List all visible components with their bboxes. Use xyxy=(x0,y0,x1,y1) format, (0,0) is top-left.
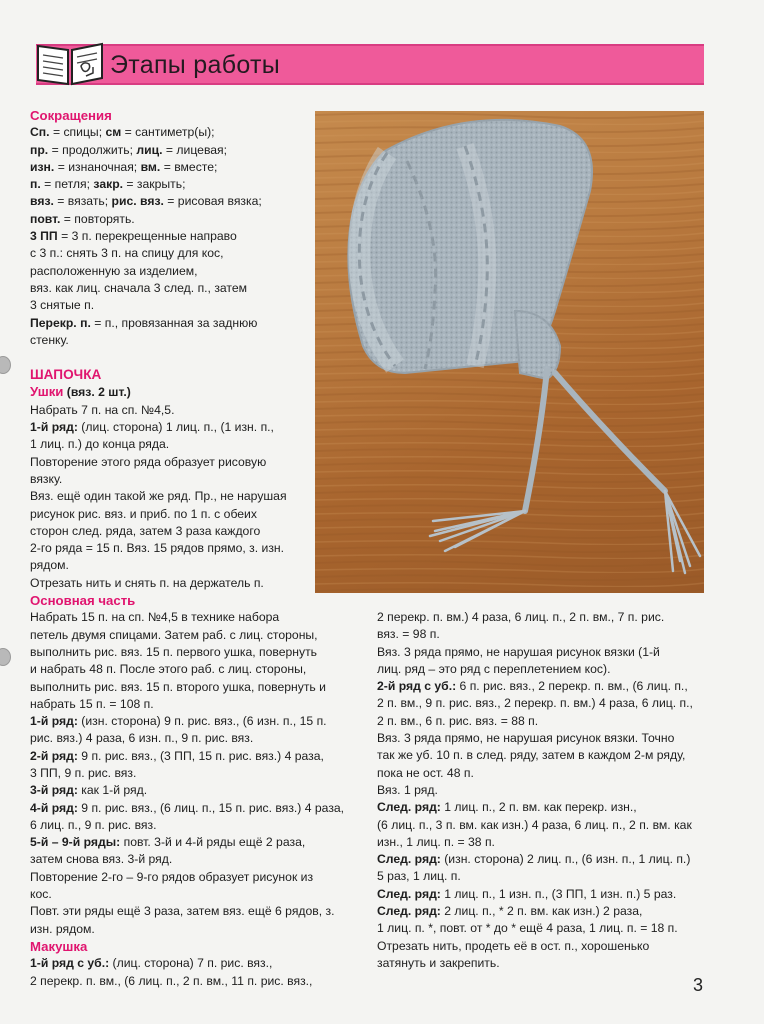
text-line xyxy=(30,506,330,523)
text-line xyxy=(30,903,360,920)
bold-term: След. ряд: xyxy=(377,852,441,867)
text-segment: 3 ПП, 9 п. рис. вяз. xyxy=(30,765,137,780)
bold-term: 4-й ряд: xyxy=(30,800,78,815)
text-segment: 2 перекр. п. вм.) 4 раза, 6 лиц. п., 2 п. вм., 7 п. рис. xyxy=(377,610,665,624)
text-line xyxy=(30,488,330,505)
binder-hole xyxy=(0,648,11,666)
ears-heading-line xyxy=(30,383,330,401)
page-title: Этапы работы xyxy=(110,51,280,79)
text-segment: изн., 1 лиц. п. = 38 п. xyxy=(377,834,495,849)
text-line xyxy=(30,661,360,678)
text-line xyxy=(30,193,330,210)
text-segment: 2 перекр. п. вм., (6 лиц. п., 2 п. вм., 11 п. рис. вяз., xyxy=(30,973,313,988)
text-line xyxy=(30,973,360,990)
text-line xyxy=(30,124,330,141)
text-line xyxy=(30,142,330,159)
text-segment: 2 п. вм., 6 п. рис. вяз. = 88 п. xyxy=(377,713,539,728)
bold-term: 3-й ряд: xyxy=(30,783,78,798)
text-segment: = лицевая; xyxy=(162,142,228,157)
subheading: Макушка xyxy=(30,938,88,954)
text-line xyxy=(30,627,360,644)
text-line xyxy=(30,886,360,903)
text-line xyxy=(30,696,360,713)
text-segment: 5 раз, 1 лиц. п. xyxy=(377,869,461,884)
text-line xyxy=(30,921,360,938)
text-line xyxy=(30,644,360,661)
text-segment: = вместе; xyxy=(160,159,218,174)
text-line xyxy=(377,747,707,764)
subheading-note: (вяз. 2 шт.) xyxy=(63,385,131,400)
bold-term: Перекр. п. xyxy=(30,315,91,330)
text-segment: 1 лиц. п., 1 изн. п., (3 ПП, 1 изн. п.) 5 раз. xyxy=(440,886,677,901)
text-segment: = продолжить; xyxy=(48,142,137,157)
text-line xyxy=(30,955,360,972)
text-line xyxy=(30,679,360,696)
text-line xyxy=(30,834,360,851)
text-segment: рис. вяз.) 4 раза, 6 изн. п., 9 п. рис. вяз. xyxy=(30,731,254,746)
bold-term: 3 ПП xyxy=(30,229,58,244)
text-line xyxy=(30,315,330,332)
text-segment: = закрыть; xyxy=(123,177,186,192)
text-segment: 1 лиц. п.) до конца ряда. xyxy=(30,437,170,452)
text-segment: рядом. xyxy=(30,558,69,573)
text-segment: вяз. как лиц. сначала 3 след. п., затем xyxy=(30,280,248,295)
text-segment: Вяз. 1 ряд. xyxy=(377,782,438,797)
text-segment: повт. 3-й и 4-й ряды ещё 2 раза, xyxy=(120,835,306,850)
text-line xyxy=(30,419,330,436)
text-line xyxy=(377,799,707,816)
text-line xyxy=(30,280,330,297)
text-segment: = сантиметр(ы); xyxy=(121,125,215,140)
bold-term: изн. xyxy=(30,159,55,174)
text-line xyxy=(30,402,330,419)
text-segment: Вяз. ещё один такой же ряд. Пр., не нарушая xyxy=(30,489,287,504)
text-segment: (лиц. сторона) 7 п. рис. вяз., xyxy=(109,956,273,971)
text-segment: 2-го ряда = 15 п. Вяз. 15 рядов прямо, з. изн. xyxy=(30,541,285,556)
text-line xyxy=(377,868,707,885)
text-line xyxy=(30,297,330,314)
text-segment: набрать 15 п. = 108 п. xyxy=(30,696,154,711)
right-column xyxy=(377,609,707,972)
text-line xyxy=(30,713,360,730)
text-segment: Отрезать нить и снять п. на держатель п. xyxy=(30,575,264,590)
text-segment: 9 п. рис. вяз., (6 лиц. п., 15 п. рис. вяз.) 4 раза, xyxy=(77,800,345,815)
text-segment: Отрезать нить, продеть её в ост. п., хорошенько xyxy=(377,938,650,953)
text-line xyxy=(377,834,707,851)
text-segment: = 3 п. перекрещенные направо xyxy=(57,229,237,244)
bold-term: рис. вяз. xyxy=(111,194,164,209)
text-segment: 6 п. рис. вяз., 2 перекр. п. вм., (6 лиц. п., xyxy=(456,679,688,694)
crown-instructions xyxy=(30,955,360,990)
text-segment: лиц. ряд – это ряд с переплетением кос). xyxy=(377,661,611,676)
text-segment: Повторение 2-го – 9-го рядов образует рисунок из xyxy=(30,869,314,884)
bold-term: см xyxy=(105,125,122,140)
text-segment: рисунок рис. вяз. и приб. по 1 п. с обеих xyxy=(30,506,257,521)
bold-term: 1-й ряд: xyxy=(30,714,78,729)
text-segment: = спицы; xyxy=(49,125,106,140)
text-segment: с 3 п.: снять 3 п. на спицу для кос, xyxy=(30,246,224,261)
bold-term: След. ряд: xyxy=(377,886,441,901)
text-line xyxy=(30,176,330,193)
crown-instructions-continued xyxy=(377,609,707,972)
text-segment: = п., провязанная за заднюю xyxy=(90,315,258,330)
bold-term: закр. xyxy=(93,177,124,192)
text-line xyxy=(30,471,330,488)
page-number: 3 xyxy=(693,975,704,995)
text-line xyxy=(377,678,707,695)
bold-term: вм. xyxy=(140,159,161,174)
text-line xyxy=(30,800,360,817)
text-line xyxy=(377,765,707,782)
text-line xyxy=(30,575,330,592)
text-segment: и набрать 48 п. После этого раб. с лиц. стороны, xyxy=(30,662,307,677)
text-segment: 3 снятые п. xyxy=(30,298,95,313)
subheading: Ушки xyxy=(30,384,64,400)
text-segment: сторон след. ряда, затем 3 раза каждого xyxy=(30,523,261,538)
text-segment: Вяз. 3 ряда прямо, не нарушая рисунок вязки. Точно xyxy=(377,731,675,746)
text-segment: расположенную за изделием, xyxy=(30,263,198,278)
text-line xyxy=(30,869,360,886)
bold-term: 5-й – 9-й ряды: xyxy=(30,835,121,850)
text-line xyxy=(30,211,330,228)
bold-term: След. ряд: xyxy=(377,904,441,919)
text-segment: затянуть и закрепить. xyxy=(377,955,500,970)
text-segment: = петля; xyxy=(40,177,94,192)
text-line xyxy=(30,765,360,782)
binder-hole xyxy=(0,356,11,374)
text-line xyxy=(30,454,330,471)
text-line xyxy=(30,245,330,262)
text-line xyxy=(377,851,707,868)
section-heading: Сокращения xyxy=(30,108,112,123)
text-segment: Вяз. 3 ряда прямо, не нарушая рисунок вязки (1-й xyxy=(377,644,660,659)
text-line xyxy=(30,782,360,799)
text-segment: выполнить рис. вяз. 15 п. первого ушка, повернуть xyxy=(30,644,318,659)
text-segment: стенку. xyxy=(30,332,69,347)
text-segment: = рисовая вязка; xyxy=(163,194,262,209)
text-line xyxy=(377,661,707,678)
text-line xyxy=(30,159,330,176)
text-line xyxy=(377,886,707,903)
text-line xyxy=(30,851,360,868)
text-line xyxy=(30,730,360,747)
text-segment: так же уб. 10 п. в след. ряду, затем в каждом 2-м ряду, xyxy=(377,748,686,763)
text-segment: 1 лиц. п., 2 п. вм. как перекр. изн., xyxy=(440,800,637,815)
abbreviations-list xyxy=(30,124,330,349)
text-line xyxy=(377,817,707,834)
text-segment: как 1-й ряд. xyxy=(77,783,148,798)
bold-term: лиц. xyxy=(136,142,163,157)
bold-term: 1-й ряд: xyxy=(30,420,78,435)
text-line xyxy=(377,626,707,643)
hat-photo xyxy=(315,111,704,593)
text-line xyxy=(30,817,360,834)
text-segment: затем снова вяз. 3-й ряд. xyxy=(30,852,173,867)
text-segment: Набрать 15 п. на сп. №4,5 в технике набора xyxy=(30,610,280,625)
ears-instructions xyxy=(30,402,330,592)
text-segment: (лиц. сторона) 1 лиц. п., (1 изн. п., xyxy=(77,420,274,435)
section-heading: ШАПОЧКА xyxy=(30,367,102,383)
text-segment: петель двумя спицами. Затем раб. с лиц. стороны, xyxy=(30,627,318,642)
text-segment: = повторять. xyxy=(60,211,135,226)
left-column xyxy=(30,107,345,990)
text-segment: 2 лиц. п., * 2 п. вм. как изн.) 2 раза, xyxy=(440,904,643,919)
main-instructions xyxy=(30,609,360,938)
text-line xyxy=(30,609,360,626)
open-book-icon xyxy=(34,38,106,88)
text-line xyxy=(30,748,360,765)
bold-term: Сп. xyxy=(30,125,50,140)
text-segment: (изн. сторона) 9 п. рис. вяз., (6 изн. п., 15 п. xyxy=(77,714,327,729)
text-line xyxy=(377,955,707,972)
text-line xyxy=(377,609,707,626)
text-line xyxy=(377,730,707,747)
bold-term: След. ряд: xyxy=(377,800,441,815)
text-line xyxy=(377,903,707,920)
text-line xyxy=(30,436,330,453)
text-segment: = вязать; xyxy=(53,194,112,209)
subheading: Основная часть xyxy=(30,593,136,609)
text-line xyxy=(377,713,707,730)
bold-term: повт. xyxy=(30,211,61,226)
bold-term: пр. xyxy=(30,142,49,157)
text-segment: 6 лиц. п., 9 п. рис. вяз. xyxy=(30,817,157,832)
text-segment: изн. рядом. xyxy=(30,921,95,936)
text-segment: Набрать 7 п. на сп. №4,5. xyxy=(30,402,175,417)
bold-term: 1-й ряд с уб.: xyxy=(30,956,110,971)
text-segment: 2 п. вм., 9 п. рис. вяз., 2 перекр. п. вм.) 4 раза, 6 лиц. п., xyxy=(377,696,693,711)
text-line xyxy=(377,938,707,955)
text-line xyxy=(30,540,330,557)
text-segment: кос. xyxy=(30,887,52,902)
bold-term: 2-й ряд с уб.: xyxy=(377,679,457,694)
text-line xyxy=(377,920,707,937)
text-segment: Повторение этого ряда образует рисовую xyxy=(30,454,267,469)
text-line xyxy=(30,557,330,574)
text-line xyxy=(377,695,707,712)
text-line xyxy=(377,644,707,661)
text-segment: (6 лиц. п., 3 п. вм. как изн.) 4 раза, 6 лиц. п., 2 п. вм. как xyxy=(377,817,692,832)
text-segment: Повт. эти ряды ещё 3 раза, затем вяз. ещё 6 рядов, з. xyxy=(30,904,335,919)
text-segment: вязку. xyxy=(30,471,63,486)
text-segment: = изнаночная; xyxy=(54,159,141,174)
text-line xyxy=(30,228,330,245)
bold-term: 2-й ряд: xyxy=(30,748,78,763)
text-line xyxy=(30,263,330,280)
text-segment: вяз. = 98 п. xyxy=(377,627,440,642)
text-segment: 9 п. рис. вяз., (3 ПП, 15 п. рис. вяз.) 4 раза, xyxy=(77,748,324,763)
text-line xyxy=(30,523,330,540)
text-line xyxy=(30,332,330,349)
text-segment: (изн. сторона) 2 лиц. п., (6 изн. п., 1 лиц. п.) xyxy=(440,852,691,867)
text-line xyxy=(377,782,707,799)
text-segment: пока не ост. 48 п. xyxy=(377,765,474,780)
bold-term: п. xyxy=(30,177,41,192)
bold-term: вяз. xyxy=(30,194,54,209)
text-segment: выполнить рис. вяз. 15 п. второго ушка, повернуть и xyxy=(30,679,326,694)
text-segment: 1 лиц. п. *, повт. от * до * ещё 4 раза, 1 лиц. п. = 18 п. xyxy=(377,921,678,936)
